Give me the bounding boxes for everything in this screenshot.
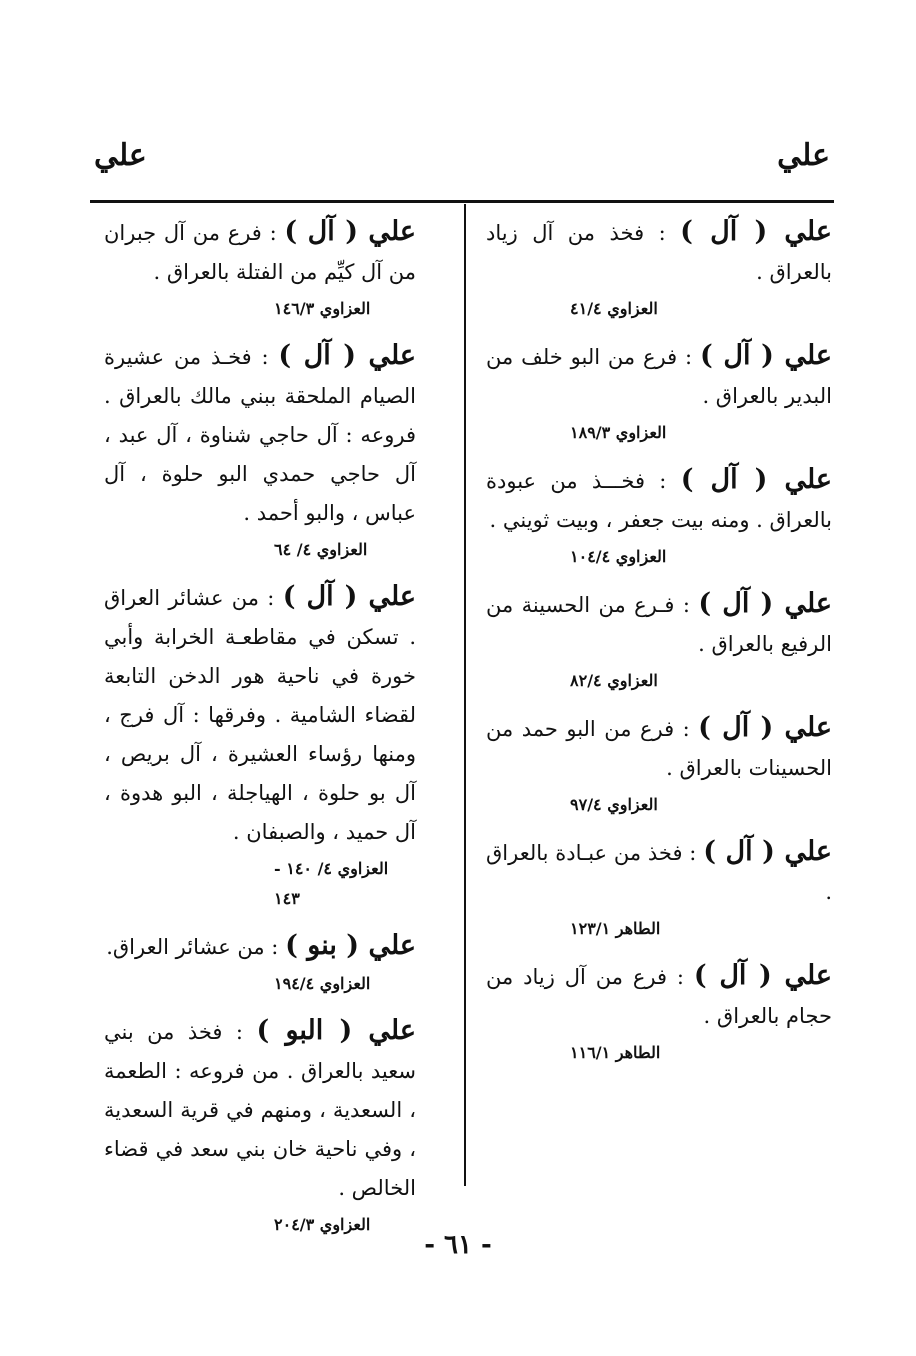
entry-headword: علي ( آل ) [680,216,832,247]
entry-reference: العزاوي ٤/ ١٤٠ - ١٤٣ [274,859,389,908]
entry-definition: : فرع من آل جبران من آل كيِّم من الفتلة بالعراق . [104,221,416,284]
entry-reference: العزاوي ١٩٤/٤ [274,974,371,993]
entry-text [104,1011,416,1208]
entry-headword: علي ( آل ) [693,960,833,991]
entry-reference: العزاوي ١٤٦/٣ [274,299,371,318]
entry [104,1011,416,1240]
entry-text [104,926,416,967]
entry-definition: : فخذ من عبـادة بالعراق . [486,841,832,904]
entry [486,708,832,820]
entry [486,460,832,572]
entry-text [486,832,832,912]
entry-headword: علي ( آل ) [698,712,832,743]
entry-reference: العزاوي ٢٠٤/٣ [274,1215,371,1234]
entry-headword: علي ( آل ) [700,340,832,371]
entry-headword: علي ( آل ) [284,216,416,247]
entry-text [486,708,832,788]
entry-definition: : فرع من البو حمد من الحسينات بالعراق . [486,717,832,780]
entry-definition: : فـرع من الحسينة من الرفيع بالعراق . [486,593,832,656]
entry-text [486,336,832,416]
entry-definition: : فخـــذ من عبودة بالعراق . ومنه بيت جعفر ، وبيت ثويني . [486,469,832,532]
entry-text [104,212,416,292]
entry [104,926,416,999]
entry [104,336,416,565]
running-head-left: علي [94,138,147,173]
entry-reference: العزاوي ١٨٩/٣ [570,423,667,442]
entry-reference: العزاوي ١٠٤/٤ [570,547,667,566]
entry-text [486,584,832,664]
page-number: - ٦١ - [424,1230,492,1260]
entry-reference: الطاهر ١١٦/١ [570,1043,661,1062]
entry-headword: علي ( آل ) [698,588,832,619]
entry-text [486,956,832,1036]
entry [486,832,832,944]
entry-definition: : من عشائر العراق . تسكن في مقاطعـة الخرابة وأبي خورة في ناحية هور الدخن التابعة لقضاء الشامية . وفرقها : آل فرج ، ومنها رؤساء العشيرة ، آل بريص ، آل بو حلوة ، الهياجلة ، البو هدوة ، آل حميد ، والصبفان . [104,586,416,844]
entry-headword: علي ( آل ) [703,836,832,867]
entry-definition: : فخذ من بني سعيد بالعراق . من فروعه : الطعمة ، السعدية ، ومنهم في قرية السعدية ، وفي ناحية خان بني سعد في قضاء الخالص . [104,1020,416,1200]
entry [486,956,832,1068]
entry-text [104,336,416,533]
entry [486,584,832,696]
column-divider [464,204,466,1186]
entry [486,336,832,448]
entry-reference: الطاهر ١٢٣/١ [570,919,661,938]
entry-text [104,577,416,852]
entry-headword: علي ( آل ) [282,581,416,612]
entry-definition: : من عشائر العراق. [106,935,279,959]
entry-definition: : فخذ من آل زياد بالعراق . [486,221,832,284]
entry-reference: العزاوي ٨٢/٤ [570,671,658,690]
entry [486,212,832,324]
entry-headword: علي ( آل ) [278,340,417,371]
entry-reference: العزاوي ٩٧/٤ [570,795,658,814]
entry-definition: : فخـذ من عشيرة الصيام الملحقة ببني مالك بالعراق . فروعه : آل حاجي شناوة ، آل عبد ، آل حاجي حمدي البو حلوة ، آل عباس ، والبو أحمد . [104,345,416,525]
entry-text [486,212,832,292]
entry [104,577,416,914]
header-rule [90,200,834,203]
entry-headword: علي ( بنو ) [285,930,416,961]
entry [104,212,416,324]
entry-definition: : فرع من البو خلف من البدير بالعراق . [486,345,832,408]
entry-reference: العزاوي ٤١/٤ [570,299,658,318]
entry-reference: العزاوي ٤/ ٦٤ [274,540,368,559]
column-right [486,212,832,1080]
entry-definition: : فرع من آل زياد من حجام بالعراق . [486,965,832,1028]
entry-headword: علي ( البو ) [256,1015,416,1046]
column-left [104,212,416,1252]
running-head-right: علي [777,138,830,173]
entry-text [486,460,832,540]
entry-headword: علي ( آل ) [680,464,832,495]
